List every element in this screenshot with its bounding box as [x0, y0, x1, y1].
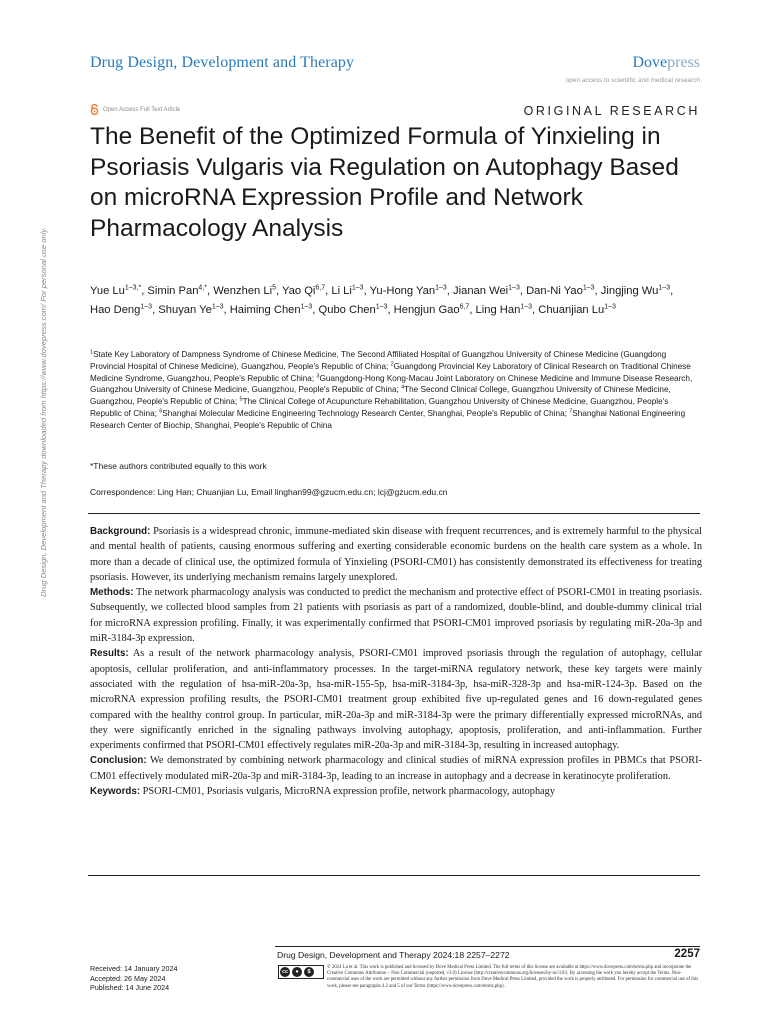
author — [230, 304, 313, 316]
affiliation-number: 3 — [316, 372, 320, 379]
affiliation-number: 6 — [159, 408, 163, 415]
abstract-section — [90, 784, 702, 799]
author — [453, 285, 520, 297]
author — [213, 285, 276, 297]
cc-icon: cc — [281, 969, 289, 975]
author — [476, 304, 532, 316]
author-name: Shuyan Ye — [158, 304, 212, 316]
author-affiliation-marker: 1–3 — [508, 284, 520, 292]
author-affiliation-marker: 1–3 — [211, 303, 224, 311]
abstract-section-label: Conclusion: — [90, 755, 147, 767]
open-access-label — [90, 104, 180, 115]
author — [370, 285, 447, 297]
author-affiliation-marker: 6,7 — [315, 284, 326, 292]
author-affiliation-marker: 1–3 — [658, 284, 671, 292]
article-title: The Benefit of the Optimized Formula of Yinxieling in Psoriasis Vulgaris via Regulation on Autophagy Based on microRNA Expression Profile and Network Pharmacology Analysis — [90, 123, 679, 242]
author — [331, 285, 363, 297]
abstract-top-rule — [88, 513, 700, 514]
page-number: 2257 — [674, 948, 700, 960]
nc-icon: $ — [304, 967, 314, 977]
author-name: Jingjing Wu — [600, 285, 659, 297]
affiliation-text: State Key Laboratory of Dampness Syndrome of Chinese Medicine, The Second Affiliated Hospital of Guangzhou University of Chinese Medicine (Guangdong Provincial Hospital of Chinese Medicine), Guangzhou, People's Republic of China; — [90, 350, 667, 371]
received-date: Received: 14 January 2024 — [90, 964, 178, 973]
article-dates — [90, 964, 178, 993]
author-name: Yue Lu — [90, 285, 125, 297]
author-name: Chuanjian Lu — [538, 304, 605, 316]
footer-rule — [275, 946, 700, 947]
author-affiliation-marker: 1–3 — [582, 284, 595, 292]
author — [394, 304, 470, 316]
author-name: Dan-Ni Yao — [526, 285, 583, 297]
author-affiliation-marker: 1–3 — [435, 284, 447, 292]
author-name: Yu-Hong Yan — [369, 285, 436, 297]
affiliation-text: Shanghai Molecular Medicine Engineering Technology Research Center, Shanghai, People's Republic of China; — [162, 408, 570, 418]
correspondence: Correspondence: Ling Han; Chuanjian Lu, Email linghan99@gzucm.edu.cn; lcj@gzucm.edu.cn — [90, 487, 448, 497]
abstract-section — [90, 646, 702, 753]
abstract-bottom-rule — [88, 875, 700, 876]
affiliation-text: The Clinical College of Acupuncture Rehabilitation, Guangzhou University of Chinese Medicine, Guangzhou, People's Republic of China; — [90, 397, 669, 418]
author — [90, 285, 141, 297]
affiliation-text: Guangdong Provincial Key Laboratory of Clinical Research on Traditional Chinese Medicine Syndrome, Guangzhou, People's Republic of China; — [90, 361, 691, 383]
license-text: © 2024 Lu et al. This work is published and licensed by Dove Medical Press Limited. The full terms of this license are available at https://www.dovepress.com/terms.php and incorporate the Creative Commons Attribution – Non Commercial (unported, v3.0) License (http://creativecommons.org/licenses/by-nc/3.0/). By accessing the work you hereby accept the Terms. Non-commercial uses of the work are permitted without any further permission from Dove Medical Press Limited, provided the work is properly attributed. For permission for commercial use of this work, please see paragraphs 4.2 and 5 of our Terms (https://www.dovepress.com/terms.php). — [327, 965, 699, 989]
author — [526, 285, 594, 297]
abstract-section-text: The network pharmacology analysis was conducted to predict the mechanism and protective effect of PSORI-CM01 in treating psoriasis. Subsequently, we collected blood samples from 21 patients with psoriasis as part of a randomized, double-blind, and double-dummy clinical trial for microRNA expression profiling. Finally, it was experimentally confirmed that PSORI-CM01 improved psoriasis by regulating miR-20a-3p and miR-3184-3p expression. — [90, 587, 702, 645]
equal-contribution-note: *These authors contributed equally to this work — [90, 461, 267, 471]
author-affiliation-marker: 6,7 — [459, 303, 470, 311]
author-name: Hengjun Gao — [393, 304, 460, 316]
author-affiliation-marker: 5 — [272, 284, 276, 292]
author-name: Yao Qi — [282, 285, 316, 297]
author-name: Hao Deng — [90, 304, 141, 316]
author — [319, 304, 388, 316]
abstract-section — [90, 524, 702, 585]
author-name: Haiming Chen — [229, 304, 301, 316]
affiliations — [90, 349, 702, 432]
abstract-section-label: Methods: — [90, 587, 134, 599]
author — [147, 285, 207, 297]
publisher-logo[interactable] — [632, 54, 700, 72]
abstract-section-text: Psoriasis is a widespread chronic, immune-mediated skin disease with frequent recurrences, and is extremely harmful to the physical and mental health of patients, causing enormous suffering and exerting considerable economic burdens on the health care system as a whole. In more than a decade of clinical use, the optimized formula of Yinxieling (PSORI-CM01) has consistently demonstrated its effectiveness for treating psoriasis. However, its underlying mechanism remains largely unexplored. — [90, 526, 702, 583]
author — [538, 304, 616, 316]
affiliation-number: 2 — [390, 361, 394, 368]
published-date: Published: 14 June 2024 — [90, 983, 170, 993]
by-icon: ● — [292, 967, 302, 977]
cc-license-badge[interactable] — [278, 965, 324, 979]
author-affiliation-marker: 1–3 — [520, 303, 533, 311]
author-name: Wenzhen Li — [213, 285, 273, 297]
author — [90, 304, 152, 316]
abstract-section-label: Background: — [90, 526, 151, 537]
abstract-section-text: PSORI-CM01, Psoriasis vulgaris, MicroRNA expression profile, network pharmacology, autophagy — [140, 786, 555, 798]
affiliation-text: Guangdong-Hong Kong-Macau Joint Laboratory on Chinese Medicine and Immune Disease Research, Guangzhou University of Chinese Medicine, Guangzhou, People's Republic of China; — [90, 373, 693, 395]
affiliation-number: 7 — [569, 408, 573, 415]
accepted-date: Accepted: 26 May 2024 — [90, 973, 166, 983]
open-access-icon — [90, 104, 99, 115]
footer-citation: Drug Design, Development and Therapy 2024:18 2257–2272 — [277, 950, 510, 960]
abstract-section — [90, 585, 702, 646]
abstract — [90, 524, 702, 799]
author-affiliation-marker: 1–3 — [351, 284, 364, 292]
author-name: Jianan Wei — [453, 285, 509, 297]
affiliation-number: 4 — [401, 384, 405, 391]
publisher-tagline: open access to scientific and medical research — [565, 77, 700, 84]
open-access-text: Open Access Full Text Article — [103, 106, 181, 113]
author-name: Li Li — [331, 285, 352, 297]
author-affiliation-marker: 1–3 — [140, 303, 153, 311]
author-affiliation-marker: 1–3 — [604, 303, 616, 311]
author-name: Ling Han — [475, 304, 521, 316]
abstract-section-text: We demonstrated by combining network pharmacology and clinical studies of miRNA expression profiles in PBMCs that PSORI-CM01 effectively modulated miR-20a-3p and miR-3184-3p, leading to an increase in autophagy and a decrease in keratinocyte proliferation. — [90, 755, 702, 782]
author-affiliation-marker: 4,* — [198, 284, 207, 292]
author-name: Qubo Chen — [318, 304, 376, 316]
author — [282, 285, 325, 297]
publisher-dove: Dove — [632, 54, 668, 71]
author — [601, 285, 670, 297]
author-name: Simin Pan — [147, 285, 199, 297]
author-affiliation-marker: 1–3,* — [124, 284, 142, 292]
affiliation-text: The Second Clinical College, Guangzhou University of Chinese Medicine, Guangzhou, People's Republic of China; — [90, 385, 671, 407]
author — [158, 304, 223, 316]
abstract-section — [90, 753, 702, 784]
affiliation-number: 5 — [239, 396, 243, 403]
journal-title[interactable]: Drug Design, Development and Therapy — [90, 54, 355, 71]
affiliation-number: 1 — [90, 349, 94, 356]
author-list: Yue $Lu^{1-3,*}$, Simin Pan$^{4,*}$, Wenzhen Li$^5$, Yao Qi$^{6,7}$, Li Li$^{1-3}$, Yu-Hong Yan$^{1-3}$, Jianan Wei$^{1-3}$, Dan-Ni Yao$^{1-3}$, Jingjing Wu$^{1-3}$, Hao Deng$^{1-3}$, Shuyan Ye$^{1-3}$, Haiming Chen$^{1-3}$, Qubo Chen$^{1-3}$, Hengjun Gao$^{6,7}$, Ling Han$^{1-3}$, Chuanjian Lu$^{1-3}$ — [90, 284, 674, 316]
abstract-section-label: Results: — [90, 648, 129, 660]
article-type: ORIGINAL RESEARCH — [523, 104, 700, 118]
download-watermark: Drug Design, Development and Therapy downloaded from https://www.dovepress.com/ For personal use only. — [39, 227, 48, 597]
abstract-section-text: As a result of the network pharmacology analysis, PSORI-CM01 improved psoriasis through the regulation of autophagy, cellular apoptosis, cellular proliferation, and anti-inflammatory processes. In the target-miRNA regulatory network, these key targets were mainly associated with the regulation of hsa-miR-20a-3p, hsa-miR-155-5p, hsa-miR-3184-3p, hsa-miR-328-3p and hsa-miR-124-3p. Based on the microRNA expression profiling results, the PSORI-CM01 treatment group exhibited five up-regulated genes and 16 down-regulated genes compared with the healthy control group. In particular, miR-20a-3p and miR-3184-3p were the primary differentially expressed microRNAs, and they were significantly enriched in the signaling pathways involving autophagy, apoptosis, proliferation, and anti-inflammation. Further experiments confirmed that PSORI-CM01 effectively regulates miR-20a-3p and miR-3184-3p, resulting in increased autophagy. — [90, 648, 702, 752]
author-affiliation-marker: 1–3 — [375, 303, 388, 311]
affiliation-text: Shanghai National Engineering Research Center of Biochip, Shanghai, People's Republic of China — [90, 408, 686, 430]
author-affiliation-marker: 1–3 — [300, 303, 313, 311]
publisher-press: press — [667, 54, 700, 71]
abstract-section-label: Keywords: — [90, 786, 141, 798]
